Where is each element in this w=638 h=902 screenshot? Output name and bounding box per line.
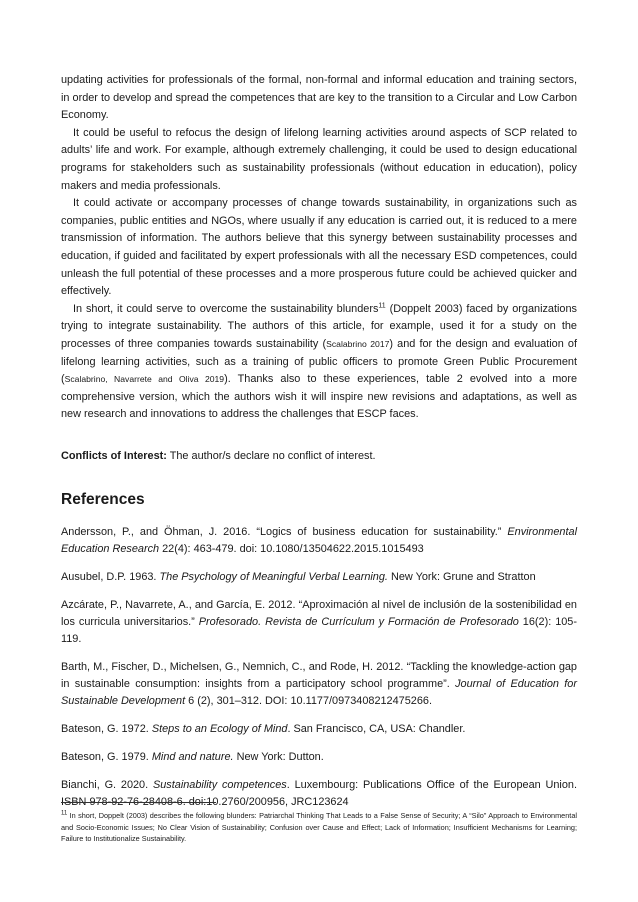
reference-item: Bateson, G. 1972. Steps to an Ecology of Mind. San Francisco, CA, USA: Chandler. <box>61 723 466 735</box>
p4-text-a: In short, it could serve to overcome the sustainability blunders <box>73 302 379 315</box>
conflicts-label: Conflicts of Interest: <box>61 450 167 462</box>
reference-item: Barth, M., Fischer, D., Michelsen, G., Nemnich, C., and Rode, H. 2012. “Tackling the knowledge-action gap in sustainable consumption: insights from a participatory school programme”. Journal of Education for Sustainable Development 6 (2), 301–312. DOI: 10.1177/0973408212475266. <box>61 661 577 707</box>
references-heading: References <box>61 491 145 508</box>
reference-item: Bateson, G. 1979. Mind and nature. New York: Dutton. <box>61 751 324 763</box>
paragraph-4 <box>61 301 577 424</box>
reference-item: Ausubel, D.P. 1963. The Psychology of Meaningful Verbal Learning. New York: Grune and Stratton <box>61 571 536 583</box>
paragraph-2: It could be useful to refocus the design of lifelong learning activities around aspects of SCP related to adults’ life and work. For example, although extremely challenging, it could be used to design educational programs for stakeholders such as sustainability professionals (without education in education), policy makers and media professionals. <box>61 126 577 192</box>
footnote <box>61 810 577 845</box>
references-list <box>61 524 577 822</box>
conflicts-of-interest <box>61 448 577 465</box>
conflicts-text: The author/s declare no conflict of interest. <box>166 450 376 462</box>
p4-text-d: ). Thanks also to these experiences, table 2 evolved into a more comprehensive version, which the authors wish it will inspire new revisions and adaptations, as well as new research and innovations to address the challenges that ESCP faces. <box>61 373 578 421</box>
p4-text-c: ) and for the design and evaluation of lifelong learning activities, such as a training of public officers to promote Green Public Procurement ( <box>61 337 577 386</box>
reference-item: Bianchi, G. 2020. Sustainability competences. Luxembourg: Publications Office of the European Union. ISBN 978-92-76-28408-6. doi:10.2760/200956, JRC123624 <box>61 779 577 808</box>
paragraph-1: updating activities for professionals of the formal, non-formal and informal education and training sectors, in order to develop and spread the competences that are key to the transition to a Circular and Low Carbon Economy. <box>61 74 577 122</box>
citation: Scalabrino 2017 <box>326 338 390 349</box>
footnote-number: 11 <box>61 810 68 817</box>
footnote-divider <box>61 802 216 803</box>
footnote-text: In short, Doppelt (2003) describes the following blunders: Patriarchal Thinking That Leads to a False Sense of Security; A “Silo” Approach to Environmental and Socio-Economic Issues; No Clear Vision of Sustainability; Confusion over Cause and Effect; Lack of Information; Insufficient Mechanisms for Learning; Failure to Institutionalize Sustainability. <box>61 811 577 843</box>
body-text <box>61 72 577 424</box>
paragraph-3: It could activate or accompany processes of change towards sustainability, in organizations such as companies, public entities and NGOs, where usually if any education is carried out, it is reduced to a mere transmission of information. The authors believe that this synergy between sustainability processes and education, if guided and facilitated by expert professionals with all the necessary ESD competences, could unleash the full potential of these processes and a more prosperous future could be achieved quicker and effectively. <box>61 197 577 298</box>
footnote-ref: 11 <box>378 302 386 310</box>
reference-item: Andersson, P., and Öhman, J. 2016. “Logics of business education for sustainability.” Environmental Education Research 22(4): 463-479. doi: 10.1080/13504622.2015.1015493 <box>61 526 577 555</box>
citation: Scalabrino, Navarrete and Oliva 2019 <box>64 374 225 385</box>
reference-item: Azcárate, P., Navarrete, A., and García, E. 2012. “Aproximación al nivel de inclusión de la sostenibilidad en los curricula universitarios.” Profesorado. Revista de Currículum y Formación de Profesorado 16(2): 105-119. <box>61 599 577 645</box>
p4-text-b: (Doppelt 2003) faced by organizations trying to integrate sustainability. The authors of this article, for example, used it for a study on the processes of three companies towards sustainability ( <box>61 302 577 350</box>
